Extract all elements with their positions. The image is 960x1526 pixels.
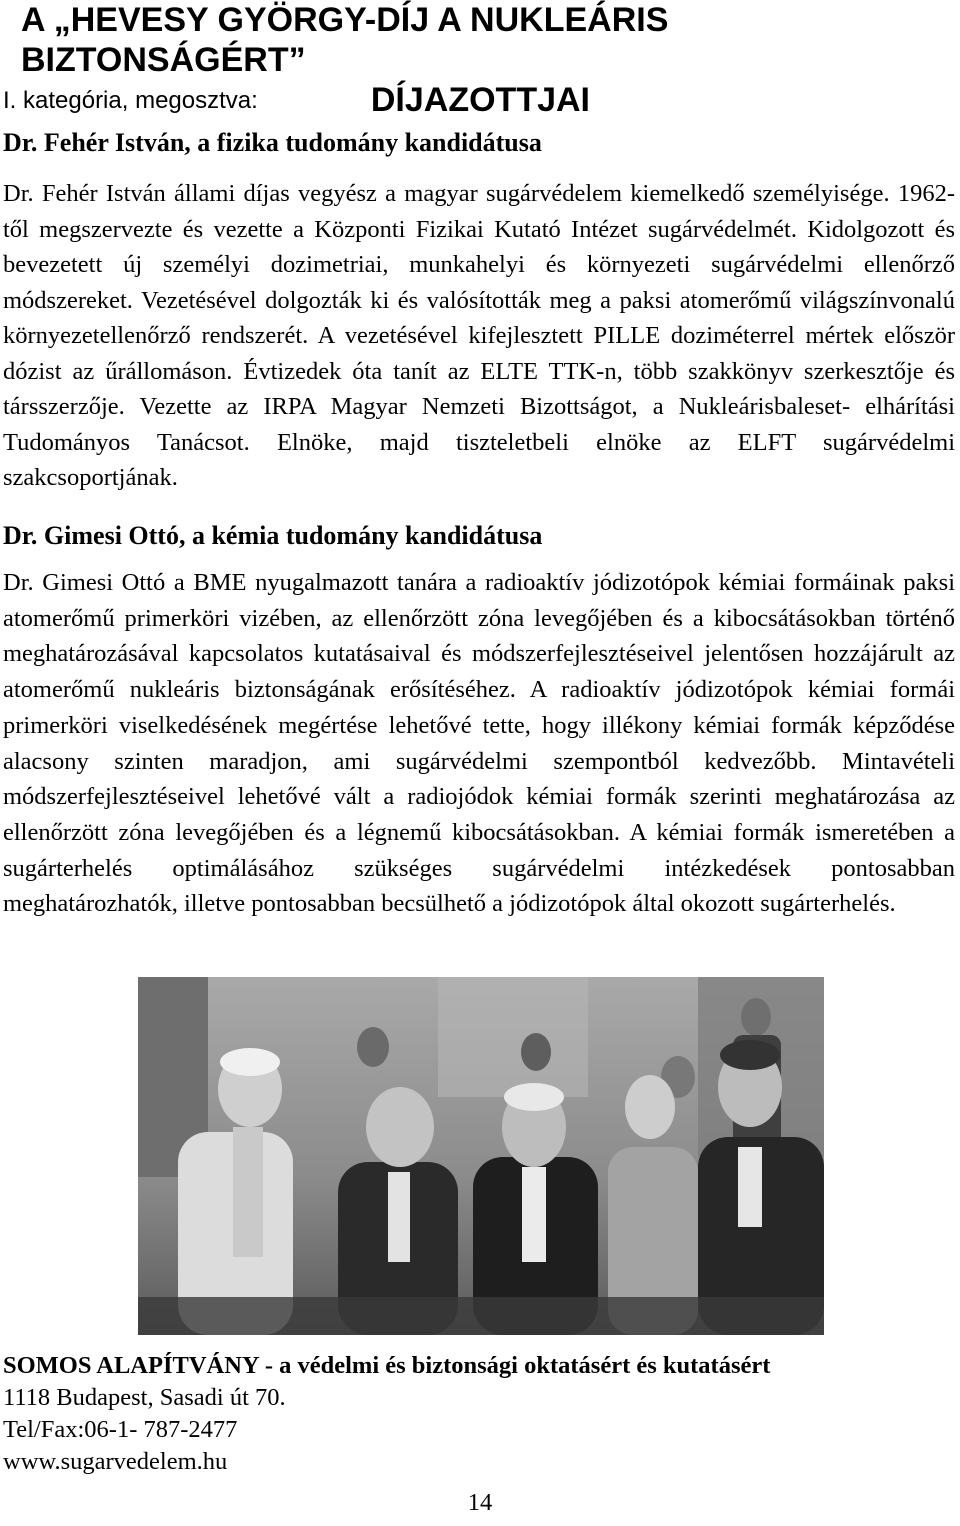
foundation-website-link[interactable]: www.sugarvedelem.hu	[3, 1448, 228, 1475]
award-category: I. kategória, megosztva:	[3, 87, 258, 114]
laureate-1-text: Dr. Fehér István állami díjas vegyész a magyar sugárvédelem kiemelkedő személyisége. 1962-től megszervezte és vezette a Központi Fizikai Kutató Intézet sugárvédelmét. Kidolgozott és bevezetett új személyi dozimetriai, munkahelyi és környezeti sugárvédelmi ellenőrző módszereket. Vezetésével dolgozták ki és valósították meg a paksi atomerőmű világszínvonalú környezetellenőrző rendszerét. A vezetésével kifejlesztett PILLE doziméterrel mértek először dózist az űrállomáson. Évtizedek óta tanít az ELTE TTK-n, több szakkönyv szerkesztője és társszerzője. Vezette az IRPA Magyar Nemzeti Bizottságot, a Nukleárisbaleset- elhárítási Tudományos Tanácsot. Elnöke, majd tiszteletbeli elnöke az ELFT sugárvédelmi szakcsoportjának.	[3, 180, 955, 491]
foundation-name: SOMOS ALAPÍTVÁNY - a védelmi és biztonsági oktatásért és kutatásért	[3, 1352, 771, 1379]
award-ceremony-photo	[138, 977, 824, 1335]
title-line-1: A „HEVESY GYÖRGY-DÍJ A NUKLEÁRIS BIZTONSÁGÉRT”	[21, 1, 669, 79]
title-line-2: DÍJAZOTTJAI	[370, 81, 590, 119]
photo-illustration	[138, 977, 824, 1335]
laureate-2-heading: Dr. Gimesi Ottó, a kémia tudomány kandidátusa	[3, 521, 543, 550]
laureate-1-heading: Dr. Fehér István, a fizika tudomány kandidátusa	[3, 128, 542, 157]
page-number: 14	[467, 1489, 493, 1516]
foundation-address: 1118 Budapest, Sasadi út 70.	[3, 1384, 286, 1411]
foundation-footer	[3, 1350, 958, 1478]
laureate-2-text: Dr. Gimesi Ottó a BME nyugalmazott tanára a radioaktív jódizotópok kémiai formáinak paksi atomerőmű primerköri vizében, az ellenőrzött zóna levegőjében és a kibocsátásokban történő meghatározásával kapcsolatos kutatásaival és módszerfejlesztéseivel jelentősen hozzájárult az atomerőmű nukleáris biztonságának erősítéséhez. A radioaktív jódizotópok kémiai formái primerköri viselkedésének megértése lehetővé tette, hogy illékony kémiai formák képződése alacsony szinten maradjon, ami sugárvédelmi szempontból kedvezőbb. Mintavételi módszerfejlesztéseivel lehetővé vált a radiojódok kémiai formák szerinti meghatározása az ellenőrzött zóna levegőjében és a légnemű kibocsátásokban. A kémiai formák ismeretében a sugárterhelés optimálásához szükséges sugárvédelmi intézkedések pontosabban meghatározhatók, illetve pontosabban becsülhető a jódizotópok által okozott sugárterhelés.	[3, 569, 955, 918]
foundation-phone: Tel/Fax:06-1- 787-2477	[3, 1416, 238, 1443]
